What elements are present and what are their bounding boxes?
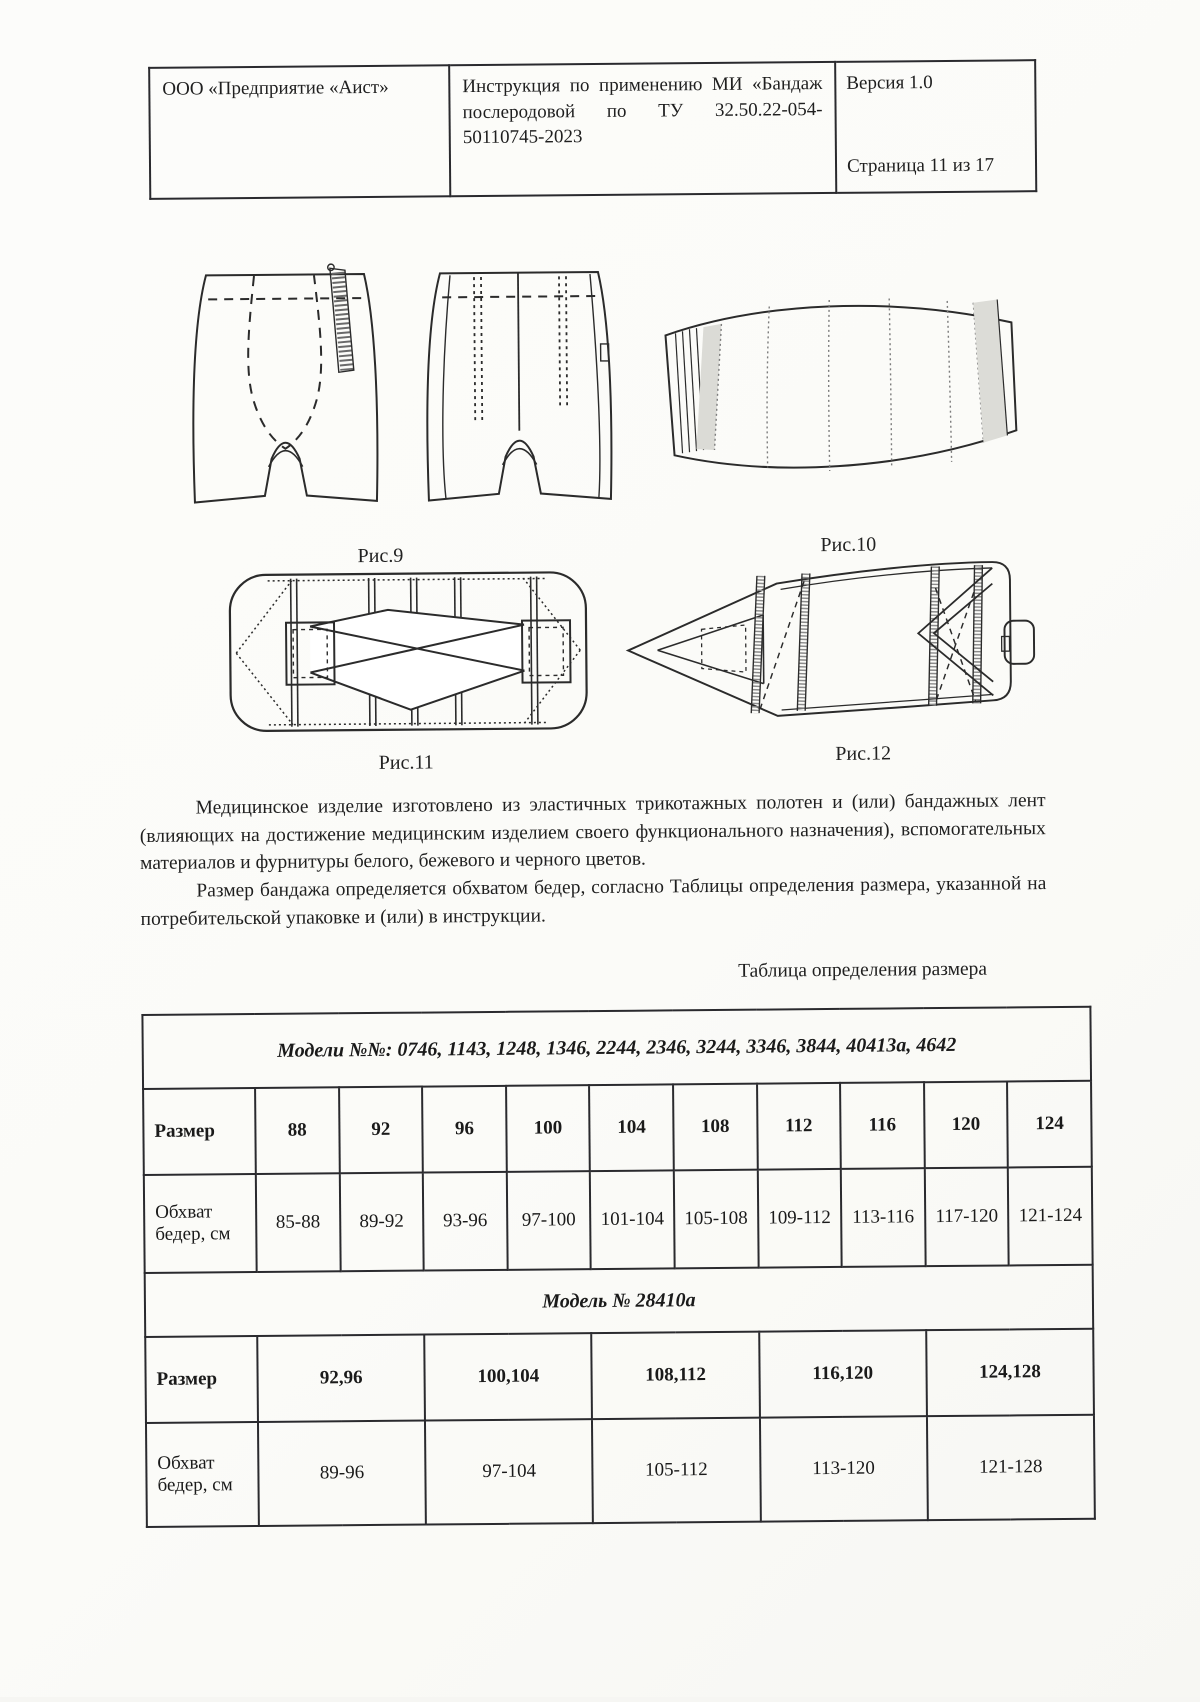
- size-determination-table: [141, 1006, 1095, 1528]
- size-cell: 92,96: [257, 1335, 425, 1422]
- curved-band-drawing: [629, 270, 1021, 488]
- version-label: Версия 1.0: [846, 72, 933, 94]
- hips-row-label: Обхват бедер, см: [144, 1174, 257, 1273]
- size-row-label: Размер: [143, 1088, 256, 1175]
- model-28410a-title-row: [145, 1265, 1094, 1337]
- size-cell: 92: [339, 1087, 423, 1174]
- size-cell: 116: [840, 1082, 924, 1169]
- size-cell: 88: [255, 1087, 339, 1174]
- size-cell: 124: [1007, 1081, 1091, 1168]
- hips-range-cell: 105-108: [674, 1170, 758, 1269]
- figure-10-drawing: [629, 270, 1021, 488]
- hips-range-cell: 97-100: [507, 1171, 591, 1270]
- hips-range-cell: 85-88: [256, 1173, 340, 1272]
- hips-row-models: [144, 1167, 1093, 1273]
- size-cell: 124,128: [926, 1329, 1094, 1416]
- version-page-cell: [835, 60, 1036, 193]
- size-row-28410a: [145, 1329, 1094, 1423]
- paragraph-materials: Медицинское изделие изготовлено из эластичных трикотажных полотен и (или) бандажных лент (влияющих на достижение медицинским изделием своего функционального назначения), вспомогательных материалов и фурнитуры белого, бежевого и черного цветов.: [139, 790, 1046, 875]
- hips-range-cell: 113-116: [841, 1168, 925, 1267]
- figure-12-drawing: [607, 536, 1039, 741]
- hips-range-cell: 97-104: [425, 1419, 593, 1524]
- hips-range-cell: 117-120: [925, 1167, 1009, 1266]
- figure-9-drawing: [178, 256, 620, 515]
- pointed-belt-drawing: [607, 536, 1039, 741]
- size-row-models: [143, 1081, 1092, 1175]
- document-title: Инструкция по применению МИ «Бандаж послеродовой по ТУ 32.50.22-054-50110745-2023: [449, 62, 836, 196]
- hips-range-cell: 89-92: [339, 1173, 423, 1272]
- size-cell: 104: [589, 1084, 673, 1171]
- page-number: Страница 11 из 17: [846, 154, 995, 178]
- figure-9-caption: Рис.9: [357, 544, 404, 568]
- models-section-title-row: [142, 1007, 1091, 1089]
- body-text: [140, 787, 1047, 933]
- hips-range-cell: 113-120: [760, 1416, 928, 1521]
- figure-10-caption: Рис.10: [820, 533, 877, 557]
- figure-11-drawing: [224, 564, 593, 739]
- hips-range-cell: 89-96: [258, 1421, 426, 1526]
- size-cell: 100: [506, 1085, 590, 1172]
- cross-strap-belt-drawing: [224, 564, 593, 739]
- hips-row-label: Обхват бедер, см: [146, 1422, 259, 1527]
- size-table-caption: Таблица определения размера: [738, 958, 988, 982]
- size-row-label: Размер: [145, 1336, 258, 1423]
- size-cell: 116,120: [759, 1330, 927, 1417]
- paragraph-sizing: Размер бандажа определяется обхватом бедер, согласно Таблицы определения размера, указанной на потребительской упаковке и (или) в инструкции.: [140, 873, 1047, 930]
- hips-range-cell: 105-112: [592, 1418, 760, 1523]
- size-cell: 108,112: [592, 1332, 760, 1419]
- model-28410a-title: Модель № 28410а: [145, 1265, 1094, 1337]
- hips-range-cell: 109-112: [757, 1169, 841, 1268]
- version-page-stack: [846, 69, 1029, 180]
- hips-range-cell: 93-96: [423, 1172, 507, 1271]
- hips-range-cell: 101-104: [590, 1170, 674, 1269]
- size-cell: 108: [673, 1084, 757, 1171]
- figure-12-caption: Рис.12: [835, 742, 892, 765]
- document-header-table: [148, 59, 1037, 200]
- bandage-shorts-drawing: [178, 256, 620, 515]
- figure-11-caption: Рис.11: [378, 751, 434, 774]
- size-cell: 112: [757, 1083, 841, 1170]
- size-cell: 100,104: [424, 1333, 592, 1420]
- company-name: ООО «Предприятие «Аист»: [149, 65, 450, 199]
- models-list: Модели №№: 0746, 1143, 1248, 1346, 2244, 2346, 3244, 3346, 3844, 40413а, 4642: [142, 1007, 1091, 1089]
- hips-row-28410a: [146, 1415, 1095, 1527]
- hips-range-cell: 121-128: [927, 1415, 1095, 1520]
- size-cell: 96: [422, 1086, 506, 1173]
- size-cell: 120: [924, 1081, 1008, 1168]
- hips-range-cell: 121-124: [1008, 1167, 1093, 1266]
